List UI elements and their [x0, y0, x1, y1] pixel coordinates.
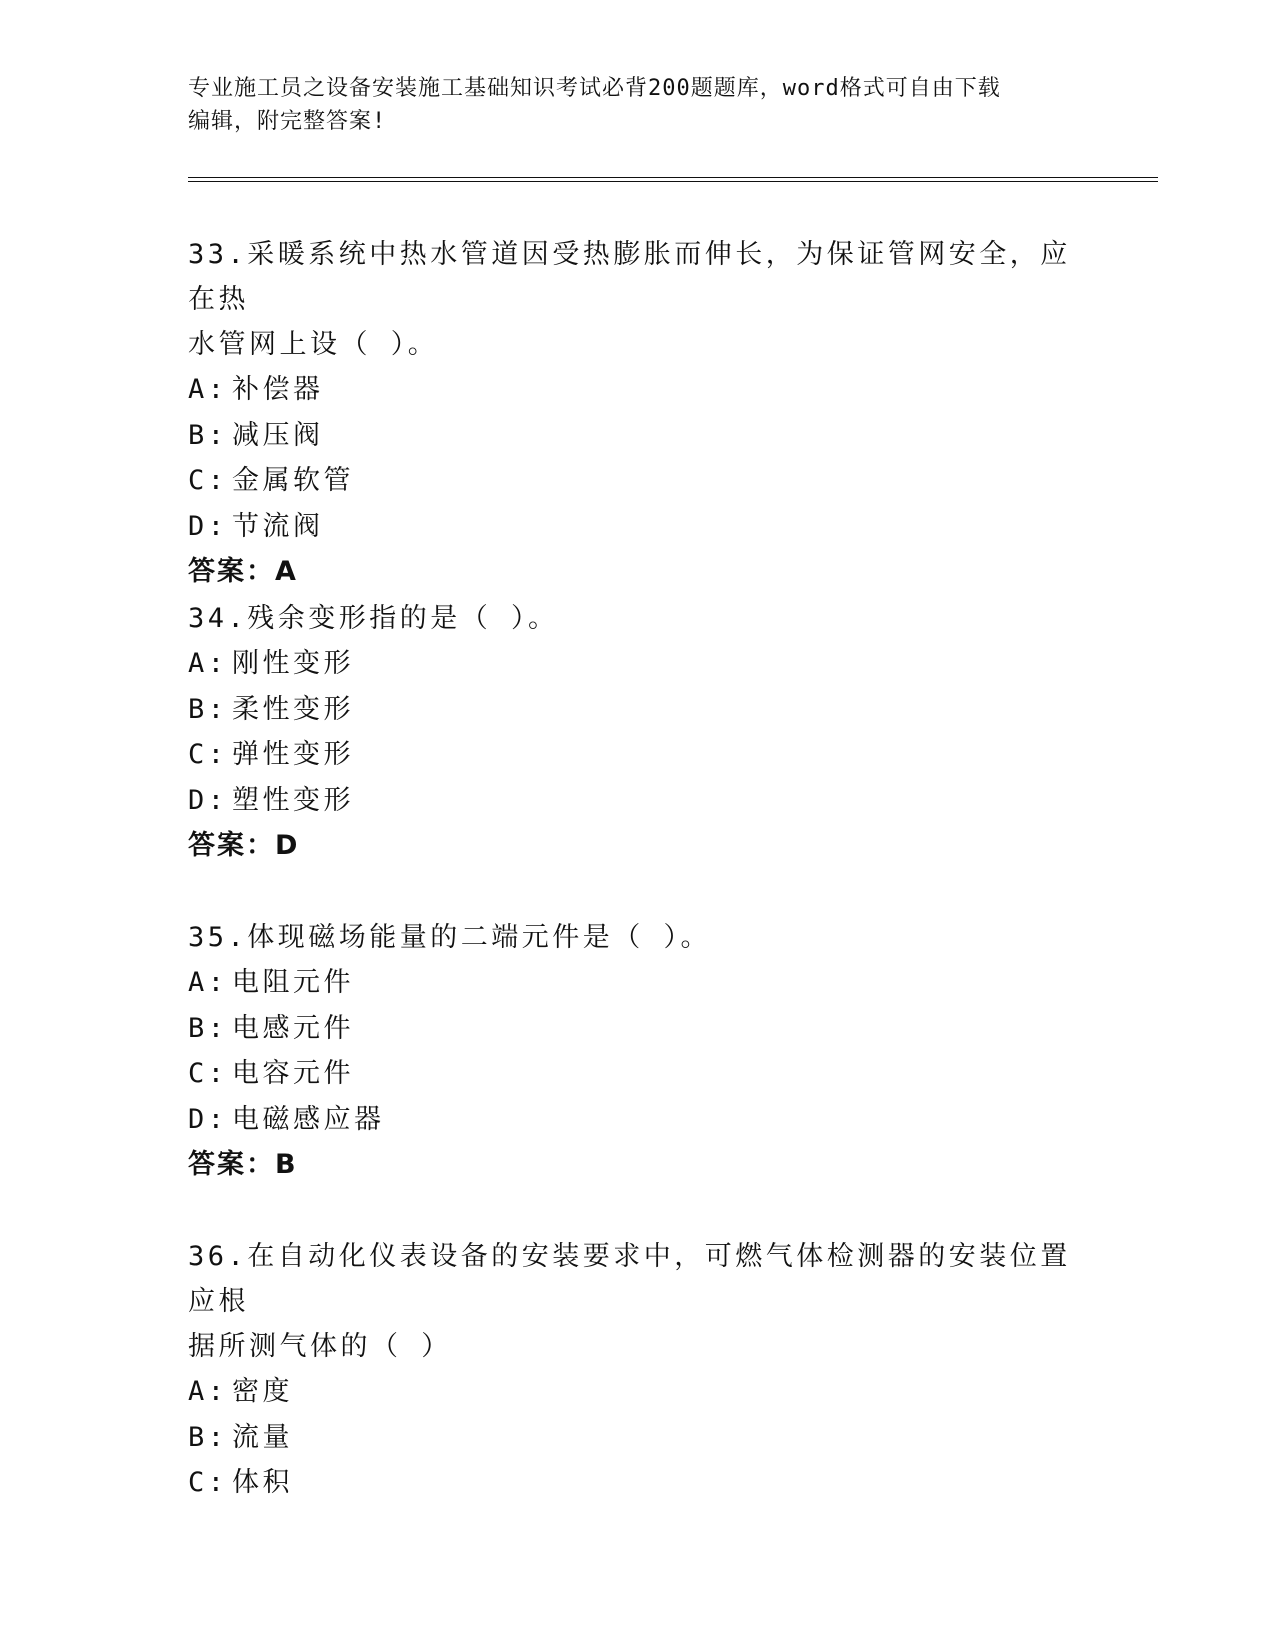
option-letter: B:	[188, 1421, 228, 1453]
option-text: 电感元件	[232, 1012, 354, 1044]
question-stem	[188, 232, 1088, 367]
question-stem-line: 36.在自动化仪表设备的安装要求中，可燃气体检测器的安装位置应根	[188, 1241, 1071, 1317]
question-stem-line: 35.体现磁场能量的二端元件是（ ）。	[188, 922, 712, 953]
answer-label: 答案：D	[188, 830, 300, 861]
question-stem-line: 据所测气体的（ ）	[188, 1331, 452, 1362]
option-letter: A:	[188, 1376, 228, 1407]
question-36	[188, 1234, 1088, 1506]
option-c	[188, 1460, 1088, 1506]
option-text: 塑性变形	[232, 784, 354, 816]
option-letter: A:	[188, 648, 228, 679]
option-b	[188, 687, 1088, 733]
header-line-2: 编辑，附完整答案!	[188, 109, 387, 134]
option-text: 电阻元件	[232, 967, 354, 998]
question-33	[188, 232, 1088, 595]
option-text: 弹性变形	[232, 739, 354, 770]
header-double-rule	[188, 177, 1158, 182]
option-letter: C:	[188, 465, 228, 496]
option-text: 流量	[232, 1421, 293, 1453]
question-stem	[188, 596, 1088, 641]
option-text: 补偿器	[232, 374, 324, 405]
option-letter: C:	[188, 1058, 228, 1089]
question-34	[188, 596, 1088, 869]
option-letter: C:	[188, 739, 228, 770]
option-letter: D:	[188, 784, 228, 816]
document-header	[188, 72, 1088, 138]
option-letter: D:	[188, 1103, 228, 1135]
option-letter: A:	[188, 374, 228, 405]
option-letter: B:	[188, 1012, 228, 1044]
option-letter: B:	[188, 419, 228, 451]
question-stem-line: 水管网上设（ ）。	[188, 329, 439, 360]
question-stem-line: 34.残余变形指的是（ ）。	[188, 603, 559, 634]
option-c	[188, 1051, 1088, 1097]
option-text: 密度	[232, 1376, 293, 1407]
option-a	[188, 641, 1088, 687]
option-text: 体积	[232, 1467, 293, 1498]
option-c	[188, 458, 1088, 504]
option-text: 减压阀	[232, 419, 324, 451]
question-stem	[188, 1234, 1088, 1369]
answer-label: 答案：A	[188, 556, 298, 587]
option-text: 节流阀	[232, 510, 324, 542]
option-letter: D:	[188, 510, 228, 542]
answer-label: 答案：B	[188, 1149, 298, 1180]
option-text: 电磁感应器	[232, 1103, 385, 1135]
option-a	[188, 367, 1088, 413]
option-text: 电容元件	[232, 1058, 354, 1089]
header-line-1: 专业施工员之设备安装施工基础知识考试必背200题题库，word格式可自由下载	[188, 76, 1001, 101]
option-d	[188, 1097, 1088, 1143]
option-letter: A:	[188, 967, 228, 998]
question-35	[188, 915, 1088, 1188]
option-letter: B:	[188, 693, 228, 725]
option-d	[188, 504, 1088, 550]
option-text: 刚性变形	[232, 648, 354, 679]
option-letter: C:	[188, 1467, 228, 1498]
option-b	[188, 413, 1088, 459]
question-stem	[188, 915, 1088, 960]
option-b	[188, 1006, 1088, 1052]
question-stem-line: 33.采暖系统中热水管道因受热膨胀而伸长，为保证管网安全，应在热	[188, 239, 1071, 315]
option-text: 柔性变形	[232, 693, 354, 725]
option-d	[188, 778, 1088, 824]
option-c	[188, 732, 1088, 778]
option-a	[188, 960, 1088, 1006]
option-b	[188, 1415, 1088, 1461]
option-a	[188, 1369, 1088, 1415]
option-text: 金属软管	[232, 465, 354, 496]
